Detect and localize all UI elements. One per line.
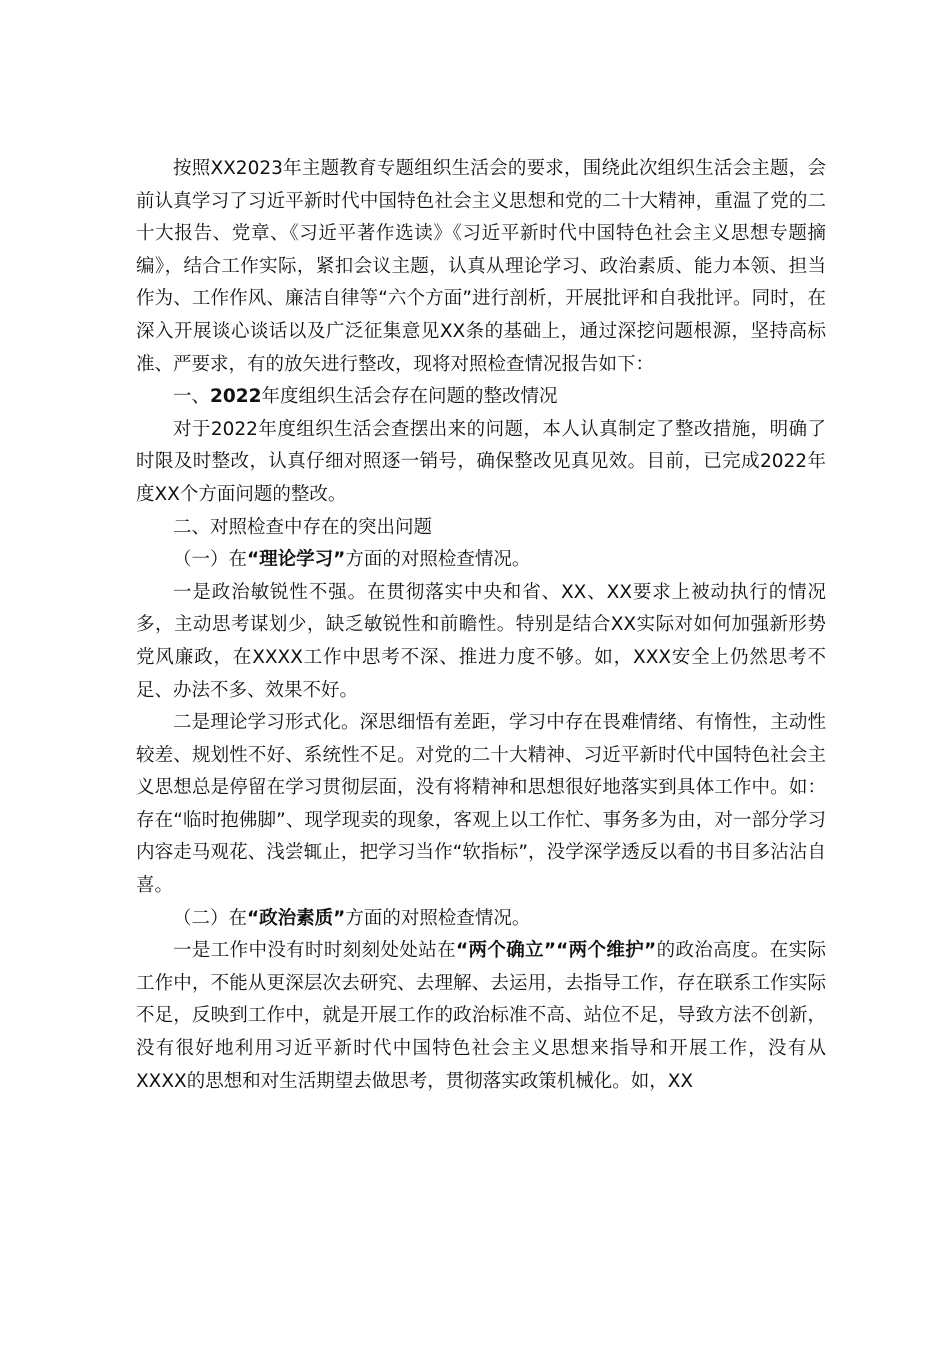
subsection-2-item-1-start: 一是工作中没有时时刻刻处处站在 — [173, 940, 456, 962]
subsection-heading-2 — [136, 903, 826, 936]
subsection-heading-1 — [136, 544, 826, 577]
subsection-heading-1-suffix: 方面的对照检查情况。 — [345, 549, 531, 571]
document-body — [136, 153, 826, 1098]
subsection-1-item-1: 一是政治敏锐性不强。在贯彻落实中央和省、XX、XX要求上被动执行的情况多，主动思考谋划少，缺乏敏锐性和前瞻性。特别是结合XX实际对如何加强新形势党风廉政，在XXXX工作中思考不深、推进力度不够。如，XXX安全上仍然思考不足、办法不多、效果不好。 — [136, 581, 826, 701]
subsection-1-item-2: 二是理论学习形式化。深思细悟有差距，学习中存在畏难情绪、有惰性，主动性较差、规划性不好、系统性不足。对党的二十大精神、习近平新时代中国特色社会主义思想总是停留在学习贯彻层面，没有将精神和思想很好地落实到具体工作中。如：存在“临时抱佛脚”、现学现卖的现象，客观上以工作忙、事务多为由，对一部分学习内容走马观花、浅尝辄止，把学习当作“软指标”，没学深学透反以看的书目多沾沾自喜。 — [136, 712, 826, 897]
intro-paragraph: 按照XX2023年主题教育专题组织生活会的要求，围绕此次组织生活会主题，会前认真学习了习近平新时代中国特色社会主义思想和党的二十大精神，重温了党的二十大报告、党章、《习近平著作选读》《习近平新时代中国特色社会主义思想专题摘编》，结合工作实际，紧扣会议主题，认真从理论学习、政治素质、能力本领、担当作为、工作作风、廉洁自律等“六个方面”进行剖析，开展批评和自我批评。同时，在深入开展谈心谈话以及广泛征集意见XX条的基础上，通过深挖问题根源，坚持高标准、严要求，有的放矢进行整改，现将对照检查情况报告如下： — [136, 158, 826, 375]
subsection-heading-2-topic: “政治素质” — [247, 907, 346, 929]
section-heading-1-prefix: 一、 — [173, 386, 211, 408]
subsection-heading-1-topic: “理论学习” — [247, 549, 346, 571]
subsection-2-item-1 — [136, 935, 826, 1098]
subsection-2-item-1-rest: 的政治高度。在实际工作中，不能从更深层次去研究、去理解、去运用，去指导工作，存在联系工作实际不足，反映到工作中，就是开展工作的政治标准不高、站位不足，导致方法不创新，没有很好地利用习近平新时代中国特色社会主义思想来指导和开展工作，没有从XXXX的思想和对生活期望去做思考，贯彻落实政策机械化。如，XX — [136, 940, 826, 1092]
section-heading-2: 二、对照检查中存在的突出问题 — [173, 516, 433, 538]
subsection-heading-1-prefix: （一）在 — [173, 549, 248, 571]
section-1-paragraph: 对于2022年度组织生活会查摆出来的问题，本人认真制定了整改措施，明确了时限及时整改，认真仔细对照逐一销号，确保整改见真见效。目前，已完成2022年度XX个方面问题的整改。 — [136, 418, 826, 505]
subsection-heading-2-prefix: （二）在 — [173, 907, 248, 929]
subsection-2-item-1-emphasis: “两个确立”“两个维护” — [455, 940, 657, 962]
section-heading-1-year: 2022 — [210, 386, 262, 408]
section-heading-1 — [136, 381, 826, 414]
section-heading-1-title: 年度组织生活会存在问题的整改情况 — [261, 386, 558, 408]
subsection-heading-2-suffix: 方面的对照检查情况。 — [345, 907, 531, 929]
